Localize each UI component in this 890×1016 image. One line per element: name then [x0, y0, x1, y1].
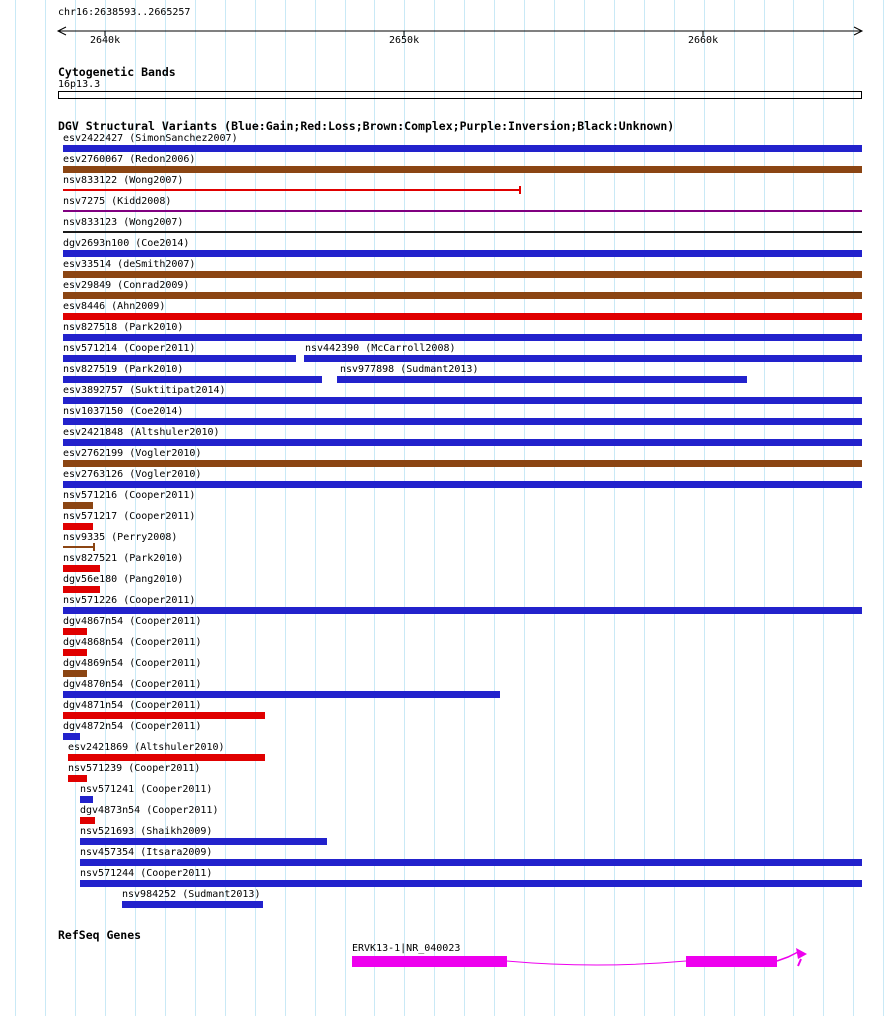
variant-bar[interactable]: [63, 313, 862, 320]
variant-label[interactable]: nsv571241 (Cooper2011): [80, 784, 213, 795]
variant-bar[interactable]: [63, 250, 862, 257]
variant-bar[interactable]: [63, 376, 322, 383]
variant-label[interactable]: nsv833123 (Wong2007): [63, 217, 184, 228]
variant-bar[interactable]: [122, 901, 263, 908]
variant-label[interactable]: nsv571217 (Cooper2011): [63, 511, 196, 522]
variant-bar-endtick: [519, 186, 521, 194]
variant-label[interactable]: nsv984252 (Sudmant2013): [122, 889, 261, 900]
variant-label[interactable]: dgv56e180 (Pang2010): [63, 574, 184, 585]
variant-label[interactable]: dgv4872n54 (Cooper2011): [63, 721, 202, 732]
variant-bar[interactable]: [80, 838, 327, 845]
variant-label[interactable]: dgv2693n100 (Coe2014): [63, 238, 190, 249]
variant-label[interactable]: esv3892757 (Suktitipat2014): [63, 385, 226, 396]
cytoband-label: 16p13.3: [58, 79, 101, 90]
variant-label[interactable]: nsv521693 (Shaikh2009): [80, 826, 213, 837]
variant-label[interactable]: nsv1037150 (Coe2014): [63, 406, 184, 417]
ruler-tick-label: 2640k: [90, 35, 121, 46]
variant-bar[interactable]: [63, 691, 500, 698]
variant-label[interactable]: dgv4873n54 (Cooper2011): [80, 805, 219, 816]
variant-label[interactable]: nsv571244 (Cooper2011): [80, 868, 213, 879]
variant-bar[interactable]: [63, 607, 862, 614]
variant-label[interactable]: nsv7275 (Kidd2008): [63, 196, 172, 207]
variant-bar[interactable]: [63, 481, 862, 488]
variant-bar[interactable]: [63, 439, 862, 446]
variant-bar[interactable]: [63, 523, 93, 530]
variant-bar[interactable]: [63, 292, 862, 299]
section-title-cytobands: Cytogenetic Bands: [58, 65, 176, 79]
variant-bar[interactable]: [63, 712, 265, 719]
variant-bar[interactable]: [63, 355, 296, 362]
variant-bar[interactable]: [68, 775, 87, 782]
variant-label[interactable]: nsv571216 (Cooper2011): [63, 490, 196, 501]
variant-label[interactable]: nsv827521 (Park2010): [63, 553, 184, 564]
variant-label[interactable]: nsv442390 (McCarroll2008): [305, 343, 456, 354]
variant-bar[interactable]: [63, 418, 862, 425]
variant-label[interactable]: esv2421848 (Altshuler2010): [63, 427, 220, 438]
variant-bar[interactable]: [63, 271, 862, 278]
variant-label[interactable]: nsv571239 (Cooper2011): [68, 763, 201, 774]
variant-label[interactable]: nsv571226 (Cooper2011): [63, 595, 196, 606]
variant-bar[interactable]: [63, 460, 862, 467]
variant-bar[interactable]: [63, 397, 862, 404]
variant-label[interactable]: nsv9335 (Perry2008): [63, 532, 178, 543]
variant-label[interactable]: nsv457354 (Itsara2009): [80, 847, 213, 858]
gene-label[interactable]: ERVK13-1|NR_040023: [352, 943, 461, 954]
ruler-tick-label: 2650k: [389, 35, 420, 46]
variant-label[interactable]: nsv833122 (Wong2007): [63, 175, 184, 186]
variant-bar[interactable]: [80, 817, 95, 824]
ruler-tick-label: 2660k: [688, 35, 719, 46]
section-title-refseq: RefSeq Genes: [58, 928, 142, 942]
variant-label[interactable]: nsv827519 (Park2010): [63, 364, 184, 375]
variant-bar[interactable]: [63, 565, 100, 572]
variant-bar[interactable]: [63, 502, 93, 509]
variant-bar[interactable]: [80, 859, 862, 866]
variant-label[interactable]: nsv827518 (Park2010): [63, 322, 184, 333]
region-title: chr16:2638593..2665257: [58, 7, 191, 18]
variant-label[interactable]: dgv4870n54 (Cooper2011): [63, 679, 202, 690]
variant-bar[interactable]: [68, 754, 265, 761]
variant-label[interactable]: esv2422427 (SimonSanchez2007): [63, 133, 238, 144]
variant-label[interactable]: nsv571214 (Cooper2011): [63, 343, 196, 354]
variant-bar[interactable]: [63, 733, 80, 740]
variant-bar[interactable]: [63, 670, 87, 677]
variant-label[interactable]: esv29849 (Conrad2009): [63, 280, 190, 291]
variant-label[interactable]: esv2763126 (Vogler2010): [63, 469, 202, 480]
variant-bar[interactable]: [63, 210, 862, 212]
variant-label[interactable]: dgv4871n54 (Cooper2011): [63, 700, 202, 711]
variant-bar[interactable]: [63, 546, 94, 548]
variant-bar[interactable]: [63, 189, 520, 191]
section-title-dgv: DGV Structural Variants (Blue:Gain;Red:Loss;Brown:Complex;Purple:Inversion;Black:Unknown): [58, 119, 675, 133]
variant-label[interactable]: esv2762199 (Vogler2010): [63, 448, 202, 459]
variant-bar[interactable]: [80, 796, 93, 803]
variant-bar[interactable]: [63, 166, 862, 173]
variant-bar[interactable]: [63, 649, 87, 656]
variant-bar[interactable]: [63, 334, 862, 341]
variant-label[interactable]: esv33514 (deSmith2007): [63, 259, 196, 270]
variant-bar[interactable]: [63, 231, 862, 233]
variant-label[interactable]: esv2760067 (Redon2006): [63, 154, 196, 165]
gene-glyph[interactable]: [0, 940, 890, 985]
variant-label[interactable]: dgv4868n54 (Cooper2011): [63, 637, 202, 648]
variant-bar[interactable]: [337, 376, 747, 383]
variant-label[interactable]: esv8446 (Ahn2009): [63, 301, 166, 312]
variant-bar[interactable]: [63, 586, 100, 593]
variant-bar[interactable]: [304, 355, 862, 362]
variant-bar[interactable]: [63, 145, 862, 152]
variant-bar[interactable]: [80, 880, 862, 887]
variant-label[interactable]: dgv4869n54 (Cooper2011): [63, 658, 202, 669]
variant-label[interactable]: nsv977898 (Sudmant2013): [340, 364, 479, 375]
variant-bar-endtick: [93, 543, 95, 551]
variant-label[interactable]: esv2421869 (Altshuler2010): [68, 742, 225, 753]
variant-label[interactable]: dgv4867n54 (Cooper2011): [63, 616, 202, 627]
variant-bar[interactable]: [63, 628, 87, 635]
